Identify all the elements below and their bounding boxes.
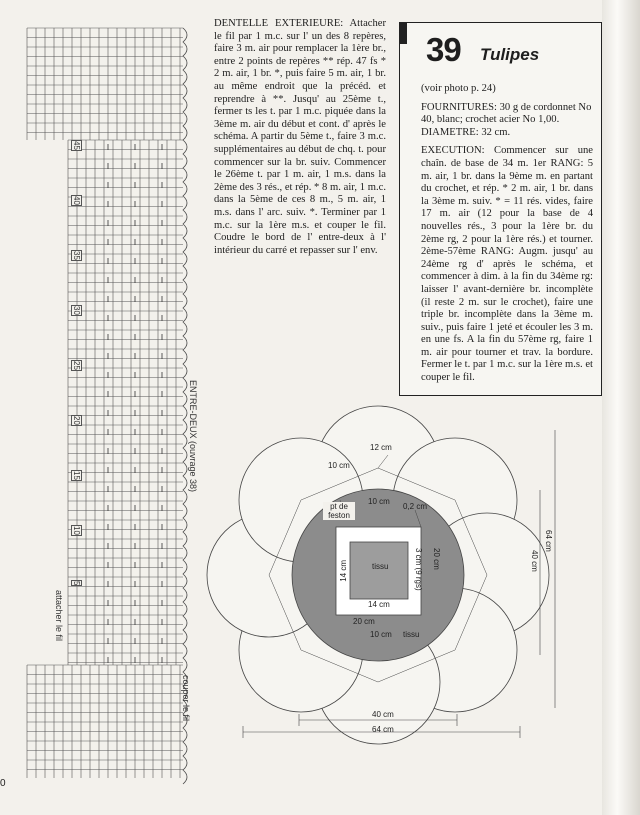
label-top: 12 cm (370, 443, 392, 452)
supplies: FOURNITURES: 30 g de cordonnet No 40, blanc; crochet acier No 1,00. (421, 101, 592, 126)
pattern-title: Tulipes (480, 45, 540, 64)
chart-row-number: 35 (72, 251, 81, 260)
photo-reference: (voir photo p. 24) (421, 83, 496, 94)
label-diameter-40: 40 cm (372, 710, 394, 719)
label-tissu-center: tissu (372, 562, 389, 571)
chart-side-label: ENTRE-DEUX (ouvrage 38) (188, 380, 198, 493)
diameter: DIAMETRE: 32 cm. (421, 126, 511, 138)
label-vertical-64: 64 cm (544, 530, 553, 552)
label-diameter-64: 64 cm (372, 725, 394, 734)
page-binding-edge (602, 0, 640, 815)
label-inner-left: 14 cm (339, 560, 348, 582)
label-inner-bottom: 14 cm (368, 600, 390, 609)
label-offset: 0,2 cm (403, 502, 428, 511)
label-feston: pt de feston (323, 502, 355, 520)
dentelle-body: Attacher le fil par 1 m.c. sur l' un des 8 repères, faire 3 m. air pour remplacer la 1ère br., entre 2 points de repères ** rép. 47 fs * 2 m. air, 1 br. *, puis faire 5 m. air, 1 br. au même endroit que la précéd. et reprendre à **. Jusqu' au 25ème t., fermer ts les t. par 1 m.c. piquée dans la 3ème m. air du début et cont. d' après le schéma. A partir du 5ème t., faire 3 m.c. supplémentaires au début de chq. t. pour commencer sur la br. suiv. Commencer le 26ème t. par 1 m. air, 1 m.s. dans la 2ème des 3 rés., et rép. * 8 m. air, 1 m.c. dans la 5ème de ces 8 m., 5 m. air, 1 m.s. dans l' arc. suiv. *. Terminer par 1 m.c. sur la 1ère m.s. et couper le fil. Coudre le bord de l' entre-deux à l' intérieur du carré et repasser sur l' env. (214, 18, 386, 256)
chart-attach-label: attacher le fil (54, 590, 64, 642)
page-number: 0 (0, 778, 6, 789)
label-inner-height: 20 cm (432, 548, 441, 570)
chart-row-number: 10 (72, 526, 81, 535)
chart-cut-label: couper le fil (181, 675, 191, 722)
pattern-number: 39 (426, 31, 461, 68)
chart-row-number: 15 (72, 471, 81, 480)
chart-row-number: 5 (72, 581, 81, 586)
chart-row-number: 40 (72, 196, 81, 205)
label-inner-right: 3 cm (9 rgs) (414, 548, 423, 591)
label-inner-top: 10 cm (368, 497, 390, 506)
label-left-petal: 10 cm (328, 461, 350, 470)
label-bottom-mid: 10 cm (370, 630, 392, 639)
dentelle-heading: DENTELLE EXTERIEURE: (214, 18, 344, 29)
label-tissu-bottom: tissu (403, 630, 420, 639)
chart-row-number: 30 (72, 306, 81, 315)
chart-row-number: 20 (72, 416, 81, 425)
chart-row-number: 25 (72, 361, 81, 370)
label-outer-bottom: 20 cm (353, 617, 375, 626)
label-vertical-40: 40 cm (530, 550, 539, 572)
execution: EXECUTION: Commencer sur une chaîn. de base de 34 m. 1er RANG: 5 m. air, 1 br. dans la 9ème m. en partant du crochet, et rép. * 2 m. air, 1 br. dans la 3ème m. suiv. * = 11 rés. vides, faire 17 m. air (12 pour la base de 4 nouvelles rés., 3 pour la 1ère br. du 2ème rg, 2 pour la 1ère rés.) et tourner. 2ème-57ème RANG: Augm. jusqu' au 24ème rg d' après le schéma, et commencer à dim. à la fin du 34ème rg: laisser l' avant-dernière br. incomplète (il reste 2 m. sur le crochet), faire une triple br. incomplète dans la 3ème m. suiv., puis faire 1 jeté et écouler les 3 m. en une fs. A la fin du 57ème rg, faire 1 m. air pour tourner et trav. la bordure. Fermer le t. par 1 m.c. sur la 1ère m.s. et couper le fil. (421, 145, 593, 384)
chart-row-number: 45 (72, 141, 81, 150)
